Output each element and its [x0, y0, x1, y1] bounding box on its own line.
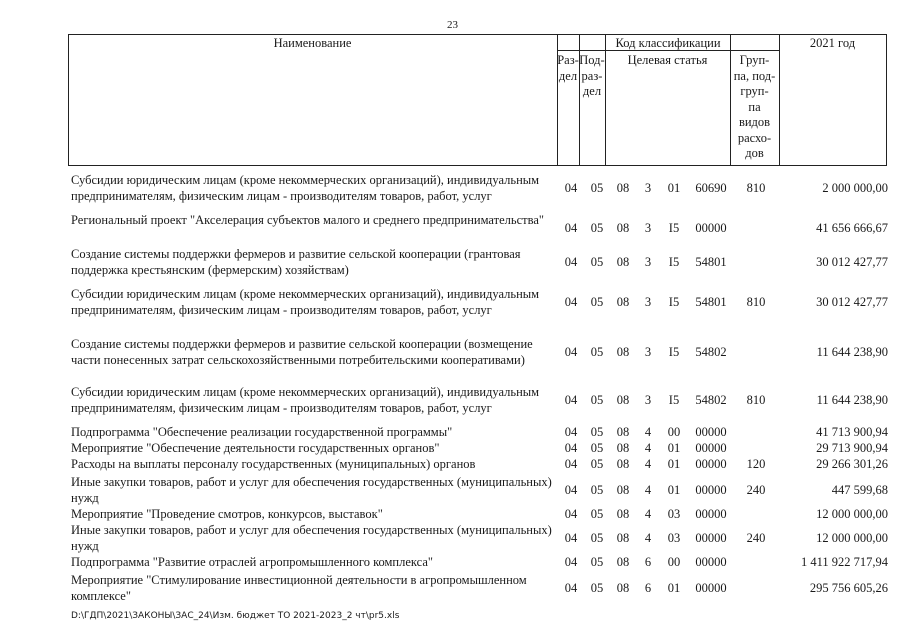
cell-amount: 41 713 900,94	[816, 425, 888, 439]
table-row	[0, 554, 905, 570]
cell-name: Мероприятие "Обеспечение деятельности государственных органов"	[71, 441, 440, 455]
cell-razdel: 04	[564, 483, 578, 497]
header-year: 2021 год	[809, 36, 856, 50]
table-row	[0, 456, 905, 472]
cell-podrazdel: 05	[590, 457, 604, 471]
table-row	[0, 212, 905, 244]
cell-podrazdel: 05	[590, 221, 604, 235]
cell-razdel: 04	[564, 295, 578, 309]
cell-podrazdel: 05	[590, 425, 604, 439]
cell-target-3: 03	[667, 531, 681, 545]
cell-target-2: 4	[644, 441, 652, 455]
cell-target-1: 08	[616, 221, 630, 235]
cell-expense-type: 810	[746, 393, 766, 407]
table-row	[0, 336, 905, 368]
cell-target-1: 08	[616, 425, 630, 439]
cell-razdel: 04	[564, 221, 578, 235]
cell-target-2: 4	[644, 457, 652, 471]
cell-target-4: 00000	[695, 531, 727, 545]
cell-target-3: 01	[667, 441, 681, 455]
cell-target-3: 00	[667, 425, 681, 439]
cell-target-3: 01	[667, 581, 681, 595]
cell-razdel: 04	[564, 255, 578, 269]
cell-amount: 295 756 605,26	[809, 581, 888, 595]
cell-podrazdel: 05	[590, 441, 604, 455]
cell-amount: 30 012 427,77	[816, 255, 888, 269]
cell-podrazdel: 05	[590, 181, 604, 195]
cell-target-2: 4	[644, 483, 652, 497]
page-number: 23	[447, 19, 458, 31]
cell-target-3: 01	[667, 181, 681, 195]
cell-razdel: 04	[564, 181, 578, 195]
cell-name: Мероприятие "Стимулирование инвестиционной деятельности в агропромышленном комплексе"	[71, 573, 527, 603]
cell-target-2: 4	[644, 425, 652, 439]
cell-name: Субсидии юридическим лицам (кроме некоммерческих организаций), индивидуальным предпринимателям, физическим лицам - производителям товаров, работ, услуг	[71, 287, 540, 317]
cell-razdel: 04	[564, 425, 578, 439]
cell-target-4: 54801	[695, 255, 727, 269]
header-border	[68, 35, 69, 165]
cell-target-3: I5	[668, 255, 680, 269]
cell-expense-type: 240	[746, 531, 766, 545]
cell-target-4: 60690	[695, 181, 727, 195]
cell-target-1: 08	[616, 457, 630, 471]
cell-name: Субсидии юридическим лицам (кроме некоммерческих организаций), индивидуальным предпринимателям, физическим лицам - производителям товаров, работ, услуг	[71, 173, 540, 203]
header-border	[779, 35, 780, 165]
cell-razdel: 04	[564, 507, 578, 521]
cell-amount: 12 000 000,00	[816, 507, 888, 521]
cell-target-1: 08	[616, 393, 630, 407]
cell-target-3: 01	[667, 483, 681, 497]
header-code-group: Код классификации	[615, 36, 721, 50]
cell-razdel: 04	[564, 345, 578, 359]
cell-target-2: 3	[644, 181, 652, 195]
cell-target-3: 01	[667, 457, 681, 471]
cell-podrazdel: 05	[590, 555, 604, 569]
cell-target-4: 00000	[695, 581, 727, 595]
table-row	[0, 572, 905, 604]
cell-name: Создание системы поддержки фермеров и развитие сельской кооперации (возмещение части понесенных затрат сельскохозяйственными потребительскими кооперативами)	[71, 337, 533, 367]
cell-target-2: 3	[644, 345, 652, 359]
cell-razdel: 04	[564, 393, 578, 407]
cell-target-2: 6	[644, 555, 652, 569]
header-target-article: Целевая статья	[627, 53, 708, 67]
table-header	[68, 34, 887, 166]
cell-podrazdel: 05	[590, 531, 604, 545]
cell-amount: 1 411 922 717,94	[800, 555, 888, 569]
cell-target-3: 00	[667, 555, 681, 569]
cell-target-1: 08	[616, 255, 630, 269]
cell-name: Иные закупки товаров, работ и услуг для обеспечения государственных (муниципальных) нужд	[71, 523, 552, 553]
table-row	[0, 440, 905, 456]
cell-podrazdel: 05	[590, 581, 604, 595]
cell-razdel: 04	[564, 441, 578, 455]
cell-name: Расходы на выплаты персоналу государственных (муниципальных) органов	[71, 457, 476, 471]
cell-target-3: I5	[668, 295, 680, 309]
table-row	[0, 474, 905, 506]
cell-target-2: 3	[644, 255, 652, 269]
cell-target-2: 3	[644, 221, 652, 235]
table-row	[0, 522, 905, 554]
cell-target-3: 03	[667, 507, 681, 521]
cell-target-4: 00000	[695, 425, 727, 439]
header-subsection: Под- раз- дел	[579, 53, 605, 98]
file-path-footer: D:\ГДП\2021\ЗАКОНЫ\ЗАС_24\Изм. бюджет ТО 2021-2023_2 чт\pr5.xls	[71, 611, 400, 621]
cell-target-1: 08	[616, 555, 630, 569]
cell-target-2: 3	[644, 393, 652, 407]
cell-amount: 29 713 900,94	[816, 441, 888, 455]
cell-podrazdel: 05	[590, 345, 604, 359]
cell-amount: 11 644 238,90	[816, 345, 888, 359]
cell-target-4: 00000	[695, 483, 727, 497]
cell-amount: 2 000 000,00	[822, 181, 888, 195]
cell-target-1: 08	[616, 345, 630, 359]
cell-target-2: 6	[644, 581, 652, 595]
cell-razdel: 04	[564, 581, 578, 595]
header-section: Раз- дел	[557, 53, 579, 83]
cell-expense-type: 120	[746, 457, 766, 471]
cell-target-4: 54802	[695, 393, 727, 407]
cell-podrazdel: 05	[590, 295, 604, 309]
cell-target-1: 08	[616, 531, 630, 545]
header-border	[886, 35, 887, 165]
cell-name: Региональный проект "Акселерация субъектов малого и среднего предпринимательства"	[71, 213, 544, 227]
table-row	[0, 172, 905, 204]
cell-podrazdel: 05	[590, 507, 604, 521]
cell-name: Субсидии юридическим лицам (кроме некоммерческих организаций), индивидуальным предпринимателям, физическим лицам - производителям товаров, работ, услуг	[71, 385, 540, 415]
cell-amount: 447 599,68	[831, 483, 888, 497]
cell-name: Подпрограмма "Обеспечение реализации государственной программы"	[71, 425, 453, 439]
cell-podrazdel: 05	[590, 393, 604, 407]
cell-target-2: 3	[644, 295, 652, 309]
cell-name: Создание системы поддержки фермеров и развитие сельской кооперации (грантовая поддержка крестьянским (фермерским) хозяйствам)	[71, 247, 521, 277]
cell-target-3: I5	[668, 345, 680, 359]
cell-expense-type: 810	[746, 181, 766, 195]
cell-razdel: 04	[564, 457, 578, 471]
cell-target-1: 08	[616, 581, 630, 595]
cell-amount: 11 644 238,90	[816, 393, 888, 407]
cell-target-1: 08	[616, 507, 630, 521]
cell-target-4: 00000	[695, 457, 727, 471]
cell-podrazdel: 05	[590, 255, 604, 269]
cell-target-4: 54801	[695, 295, 727, 309]
cell-target-1: 08	[616, 483, 630, 497]
header-expense-group: Груп- па, под- груп- па видов расхо- дов	[733, 53, 776, 160]
cell-razdel: 04	[564, 555, 578, 569]
cell-target-4: 54802	[695, 345, 727, 359]
table-row	[0, 246, 905, 278]
cell-name: Мероприятие "Проведение смотров, конкурсов, выставок"	[71, 507, 383, 521]
cell-target-4: 00000	[695, 507, 727, 521]
cell-target-2: 4	[644, 507, 652, 521]
header-name: Наименование	[273, 36, 352, 50]
cell-amount: 41 656 666,67	[816, 221, 888, 235]
cell-target-4: 00000	[695, 441, 727, 455]
cell-expense-type: 810	[746, 295, 766, 309]
table-row	[0, 286, 905, 318]
cell-razdel: 04	[564, 531, 578, 545]
cell-name: Иные закупки товаров, работ и услуг для обеспечения государственных (муниципальных) нужд	[71, 475, 552, 505]
cell-expense-type: 240	[746, 483, 766, 497]
cell-amount: 30 012 427,77	[816, 295, 888, 309]
cell-target-1: 08	[616, 295, 630, 309]
cell-amount: 29 266 301,26	[816, 457, 888, 471]
table-row	[0, 506, 905, 522]
cell-target-2: 4	[644, 531, 652, 545]
cell-target-3: I5	[668, 393, 680, 407]
cell-target-3: I5	[668, 221, 680, 235]
cell-amount: 12 000 000,00	[816, 531, 888, 545]
table-row	[0, 384, 905, 416]
cell-podrazdel: 05	[590, 483, 604, 497]
table-row	[0, 424, 905, 440]
cell-name: Подпрограмма "Развитие отраслей агропромышленного комплекса"	[71, 555, 434, 569]
cell-target-1: 08	[616, 181, 630, 195]
cell-target-4: 00000	[695, 555, 727, 569]
cell-target-4: 00000	[695, 221, 727, 235]
cell-target-1: 08	[616, 441, 630, 455]
